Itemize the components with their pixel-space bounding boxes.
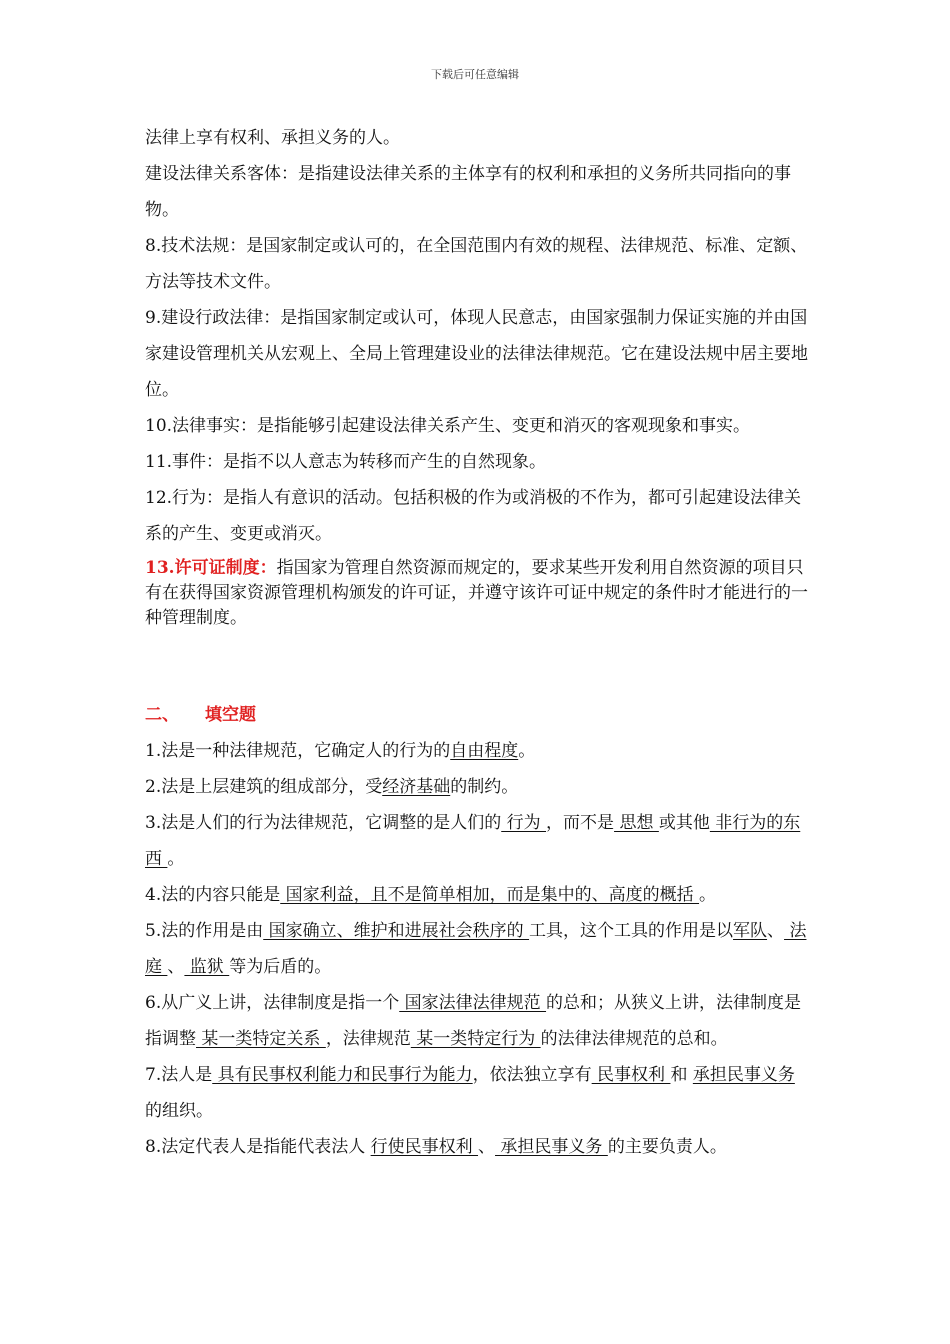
question-3: 3.法是人们的行为法律规范，它调整的是人们的 行为 ，而不是 思想 或其他 非行为的东西 。 xyxy=(145,813,801,869)
section-number: 二、 xyxy=(145,705,179,725)
paragraph-subject-end: 法律上享有权利、承担义务的人。 xyxy=(145,128,400,148)
section-title: 填空题 xyxy=(205,705,256,725)
answer-blank: 具有民事权利能力和民事行为能力 xyxy=(212,1065,473,1085)
answer-blank: 民事权利 xyxy=(591,1065,671,1085)
paragraph-object-definition: 建设法律关系客体：是指建设法律关系的主体享有的权利和承担的义务所共同指向的事物。 xyxy=(145,164,791,220)
answer-blank: 国家法律法律规范 xyxy=(399,993,547,1013)
answer-blank: 行使民事权利 xyxy=(370,1137,479,1157)
answer-blank: 非行为的东西 xyxy=(145,813,801,869)
section-spacer xyxy=(145,631,815,693)
paragraph-item-9: 9.建设行政法律：是指国家制定或认可，体现人民意志，由国家强制力保证实施的并由国家建设管理机关从宏观上、全局上管理建设业的法律法律规范。它在建设法规中居主要地位。 xyxy=(145,308,808,400)
answer-blank: 某一类特定关系 xyxy=(196,1029,326,1049)
answer-blank: 法庭 xyxy=(145,921,807,977)
answer-blank: 行为 xyxy=(501,813,547,833)
question-1: 1.法是一种法律规范，它确定人的行为的自由程度。 xyxy=(145,741,536,761)
question-4: 4.法的内容只能是 国家利益，且不是简单相加，而是集中的、高度的概括 。 xyxy=(145,885,717,905)
question-2: 2.法是上层建筑的组成部分，受经济基础的制约。 xyxy=(145,777,519,797)
answer-blank: 自由程度 xyxy=(450,741,519,761)
paragraph-item-8: 8.技术法规：是国家制定或认可的，在全国范围内有效的规程、法律规范、标准、定额、方法等技术文件。 xyxy=(145,236,808,292)
answer-blank: 承担民事义务 xyxy=(692,1065,795,1085)
page-header-note: 下载后可任意编辑 xyxy=(431,68,519,81)
answer-blank: 国家确立、维护和进展社会秩序的 xyxy=(263,921,530,941)
question-8: 8.法定代表人是指能代表法人 行使民事权利 、 承担民事义务 的主要负责人。 xyxy=(145,1137,727,1157)
paragraph-item-13 xyxy=(145,556,815,631)
question-5: 5.法的作用是由 国家确立、维护和进展社会秩序的 工具，这个工具的作用是以军队、 法庭 、 监狱 等为后盾的。 xyxy=(145,921,807,977)
answer-blank: 国家利益，且不是简单相加，而是集中的、高度的概括 xyxy=(280,885,700,905)
section-heading xyxy=(145,697,815,733)
answer-blank: 承担民事义务 xyxy=(495,1137,608,1157)
paragraph-item-10: 10.法律事实：是指能够引起建设法律关系产生、变更和消灭的客观现象和事实。 xyxy=(145,416,751,436)
paragraph-item-12: 12.行为：是指人有意识的活动。包括积极的作为或消极的不作为，都可引起建设法律关系的产生、变更或消灭。 xyxy=(145,488,802,544)
document-body xyxy=(145,120,815,1165)
question-7: 7.法人是 具有民事权利能力和民事行为能力，依法独立享有 民事权利 和 承担民事义务 的组织。 xyxy=(145,1065,795,1121)
question-6: 6.从广义上讲，法律制度是指一个 国家法律法律规范 的总和；从狭义上讲，法律制度是指调整 某一类特定关系 ，法律规范 某一类特定行为 的法律法律规范的总和。 xyxy=(145,993,802,1049)
answer-blank: 军队 xyxy=(733,921,768,941)
answer-blank: 思想 xyxy=(614,813,659,833)
item-13-label: 13.许可证制度： xyxy=(145,558,277,578)
answer-blank: 某一类特定行为 xyxy=(410,1029,541,1049)
item-13-text: 指国家为管理自然资源而规定的，要求某些开发利用自然资源的项目只有在获得国家资源管理机构颁发的许可证，并遵守该许可证中规定的条件时才能进行的一种管理制度。 xyxy=(145,558,808,628)
answer-blank: 经济基础 xyxy=(382,777,451,797)
answer-blank: 监狱 xyxy=(184,957,230,977)
paragraph-item-11: 11.事件：是指不以人意志为转移而产生的自然现象。 xyxy=(145,452,547,472)
